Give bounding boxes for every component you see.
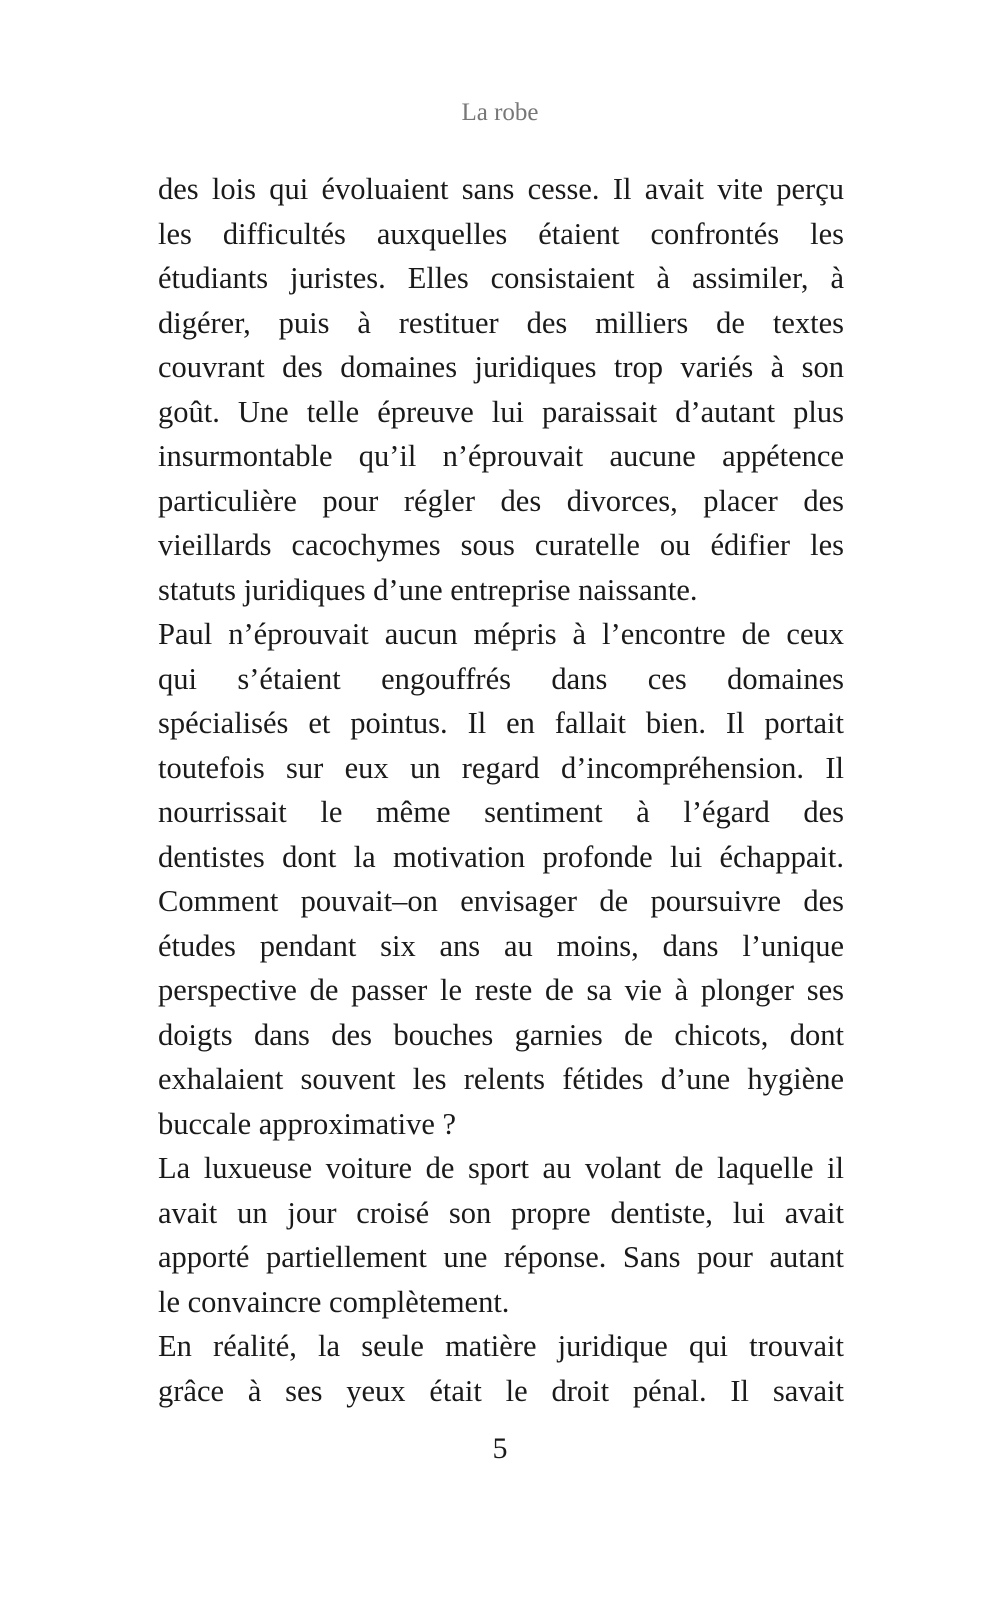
text-line: buccale approximative ?: [158, 1106, 457, 1141]
text-line: le convaincre complètement.: [158, 1284, 510, 1319]
text-line: La luxueuse voiture de sport au volant de laquelle il: [158, 1151, 844, 1185]
text-line: exhalaient souvent les relents fétides d’une hygiène: [158, 1062, 844, 1096]
text-line: Comment pouvait–on envisager de poursuivre des: [158, 884, 844, 918]
running-head: La robe: [461, 99, 539, 126]
text-line: statuts juridiques d’une entreprise naissante.: [158, 572, 698, 607]
text-line: grâce à ses yeux était le droit pénal. Il savait: [158, 1373, 844, 1408]
text-line: études pendant six ans au moins, dans l’unique: [158, 928, 844, 963]
text-line: étudiants juristes. Elles consistaient à assimiler, à: [158, 261, 844, 295]
text-line: dentistes dont la motivation profonde lui échappait.: [158, 839, 844, 874]
text-line: goût. Une telle épreuve lui paraissait d’autant plus: [158, 394, 844, 429]
text-line: qui s’étaient engouffrés dans ces domaines: [158, 661, 844, 696]
body-text: [158, 167, 844, 1413]
text-line: nourrissait le même sentiment à l’égard des: [158, 795, 844, 829]
text-line: En réalité, la seule matière juridique qui trouvait: [158, 1329, 844, 1363]
text-line: des lois qui évoluaient sans cesse. Il avait vite perçu: [158, 172, 844, 206]
text-line: couvrant des domaines juridiques trop variés à son: [158, 350, 844, 384]
text-line: particulière pour régler des divorces, placer des: [158, 483, 844, 518]
text-line: toutefois sur eux un regard d’incompréhension. Il: [158, 750, 844, 785]
text-line: digérer, puis à restituer des milliers de textes: [158, 305, 844, 340]
text-line: spécialisés et pointus. Il en fallait bien. Il portait: [158, 706, 844, 740]
text-line: perspective de passer le reste de sa vie à plonger ses: [158, 973, 844, 1007]
text-line: avait un jour croisé son propre dentiste, lui avait: [158, 1195, 844, 1230]
text-line: vieillards cacochymes sous curatelle ou édifier les: [158, 528, 844, 562]
text-line: insurmontable qu’il n’éprouvait aucune appétence: [158, 439, 844, 473]
text-line: les difficultés auxquelles étaient confrontés les: [158, 216, 844, 251]
text-line: Paul n’éprouvait aucun mépris à l’encontre de ceux: [158, 617, 844, 651]
text-line: doigts dans des bouches garnies de chicots, dont: [158, 1017, 844, 1052]
page-number: 5: [492, 1432, 508, 1465]
text-line: apporté partiellement une réponse. Sans pour autant: [158, 1240, 844, 1274]
